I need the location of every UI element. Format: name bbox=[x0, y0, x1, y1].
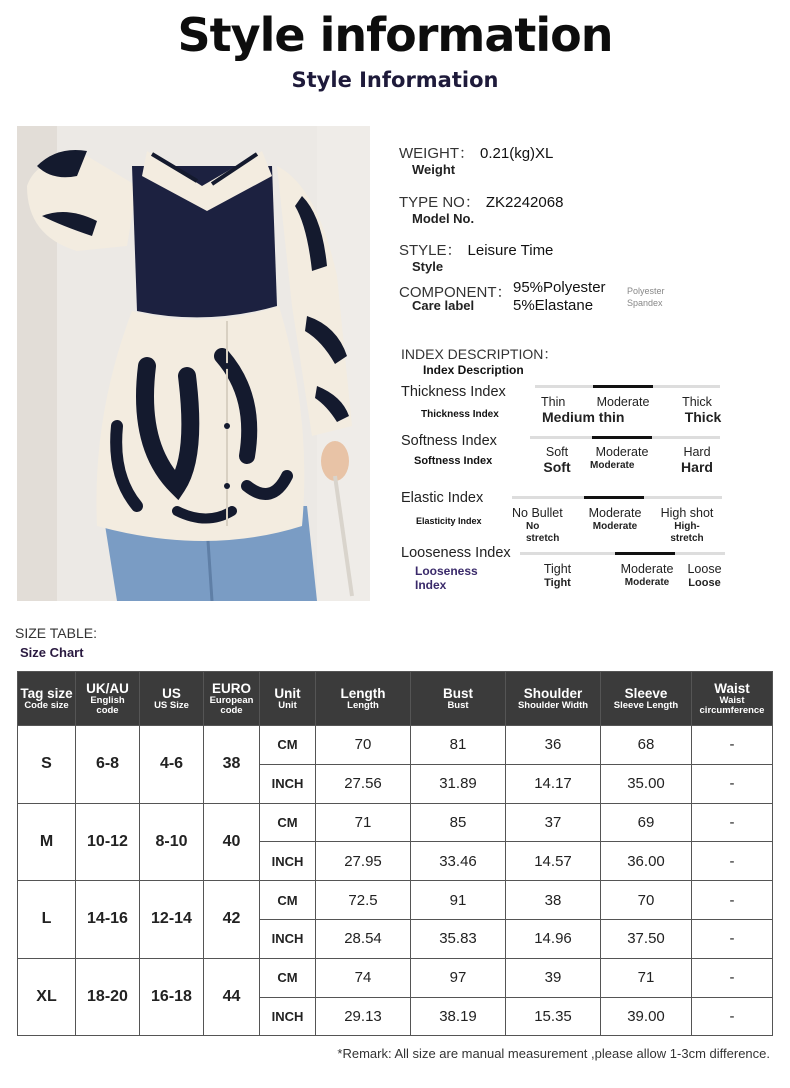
measure-cell: 70 bbox=[601, 881, 692, 920]
us-cell: 12-14 bbox=[140, 881, 204, 959]
measure-cell: 14.57 bbox=[506, 842, 601, 881]
thickness-marker bbox=[593, 385, 653, 388]
size-cell: S bbox=[18, 726, 76, 804]
component-values bbox=[513, 279, 606, 315]
elastic-marker bbox=[584, 496, 644, 499]
header-main: Bust bbox=[443, 685, 473, 701]
table-row bbox=[18, 726, 773, 765]
measure-cell: - bbox=[692, 997, 773, 1036]
measure-cell: 27.95 bbox=[316, 842, 411, 881]
unit-cell: CM bbox=[260, 803, 316, 842]
header-main: Length bbox=[340, 685, 386, 701]
unit-cell: INCH bbox=[260, 764, 316, 803]
softness-opt-1: Soft Soft bbox=[543, 445, 571, 475]
header-main: Unit bbox=[274, 685, 301, 701]
component-tiny-2: Spandex bbox=[627, 298, 663, 308]
measure-cell: 71 bbox=[601, 958, 692, 997]
unit-cell: INCH bbox=[260, 919, 316, 958]
softness-opt-3: Hard Hard bbox=[681, 445, 713, 475]
size-cell: M bbox=[18, 803, 76, 881]
measure-cell: 91 bbox=[411, 881, 506, 920]
thickness-opt-3: Thick Thick bbox=[682, 395, 722, 425]
measure-cell: 71 bbox=[316, 803, 411, 842]
elastic-opt-1: No Bullet No stretch bbox=[512, 506, 563, 544]
looseness-marker bbox=[615, 552, 675, 555]
size-table-body bbox=[18, 726, 773, 1036]
unit-cell: CM bbox=[260, 881, 316, 920]
measure-cell: 15.35 bbox=[506, 997, 601, 1036]
measure-cell: 97 bbox=[411, 958, 506, 997]
header-main: UK/AU bbox=[86, 680, 129, 696]
elastic-sub: Elasticity Index bbox=[416, 516, 482, 526]
looseness-label: Looseness Index bbox=[401, 545, 511, 561]
euro-cell: 38 bbox=[204, 726, 260, 804]
index-subtitle: Index Description bbox=[423, 363, 524, 377]
header-cell bbox=[601, 672, 692, 726]
measure-cell: - bbox=[692, 919, 773, 958]
measure-cell: 69 bbox=[601, 803, 692, 842]
measure-cell: 28.54 bbox=[316, 919, 411, 958]
uk-cell: 6-8 bbox=[76, 726, 140, 804]
weight-sub: Weight bbox=[412, 162, 456, 177]
measure-cell: - bbox=[692, 726, 773, 765]
measure-cell: 37.50 bbox=[601, 919, 692, 958]
header-sub: Sleeve Length bbox=[613, 699, 679, 711]
measure-cell: - bbox=[692, 803, 773, 842]
unit-cell: INCH bbox=[260, 997, 316, 1036]
measure-cell: 70 bbox=[316, 726, 411, 765]
page-title: Style information bbox=[177, 8, 613, 62]
header-cell bbox=[692, 672, 773, 726]
remark-note: *Remark: All size are manual measurement ,please allow 1-3cm difference. bbox=[337, 1046, 770, 1061]
softness-label: Softness Index bbox=[401, 433, 497, 449]
softness-opt-2: Moderate Moderate bbox=[590, 445, 649, 471]
size-table-subtitle: Size Chart bbox=[20, 645, 84, 660]
header-sub: Shoulder Width bbox=[517, 699, 589, 711]
size-cell: L bbox=[18, 881, 76, 959]
measure-cell: 31.89 bbox=[411, 764, 506, 803]
header-sub: English code bbox=[90, 694, 125, 716]
type-no-value: ZK2242068 bbox=[485, 194, 564, 211]
euro-cell: 42 bbox=[204, 881, 260, 959]
weight-label: WEIGHT： bbox=[399, 145, 474, 162]
component-field bbox=[399, 281, 512, 313]
euro-cell: 44 bbox=[204, 958, 260, 1036]
uk-cell: 14-16 bbox=[76, 881, 140, 959]
size-table-title: SIZE TABLE: bbox=[15, 625, 97, 641]
type-no-sub: Model No. bbox=[412, 211, 475, 226]
measure-cell: 27.56 bbox=[316, 764, 411, 803]
component-tiny-1: Polyester bbox=[627, 286, 665, 296]
style-field bbox=[399, 239, 554, 274]
component-label: COMPONENT： bbox=[399, 284, 512, 301]
size-table-header bbox=[18, 672, 773, 726]
softness-sub: Softness Index bbox=[414, 455, 493, 467]
size-table bbox=[17, 671, 773, 1036]
type-no-label: TYPE NO： bbox=[399, 194, 480, 211]
component-sub: Care label bbox=[412, 298, 475, 313]
measure-cell: 36.00 bbox=[601, 842, 692, 881]
elastic-opt-3: High shot High-stretch bbox=[660, 506, 714, 544]
softness-marker bbox=[592, 436, 652, 439]
table-row bbox=[18, 881, 773, 920]
component-value-1: 95%Polyester bbox=[513, 279, 606, 296]
measure-cell: 85 bbox=[411, 803, 506, 842]
header-sub: Waist circumference bbox=[699, 694, 765, 716]
header-cell bbox=[204, 672, 260, 726]
measure-cell: 35.83 bbox=[411, 919, 506, 958]
header-cell bbox=[76, 672, 140, 726]
size-cell: XL bbox=[18, 958, 76, 1036]
thickness-opt-1: Thin Medium thin bbox=[541, 395, 625, 425]
header-sub: Length bbox=[347, 699, 379, 711]
header-sub: Bust bbox=[447, 699, 469, 711]
style-value: Leisure Time bbox=[467, 242, 554, 259]
header-cell bbox=[260, 672, 316, 726]
header-main: EURO bbox=[211, 680, 251, 696]
looseness-sub: Looseness Index bbox=[415, 564, 478, 592]
table-row bbox=[18, 958, 773, 997]
header-cell bbox=[140, 672, 204, 726]
measure-cell: 14.96 bbox=[506, 919, 601, 958]
measure-cell: 72.5 bbox=[316, 881, 411, 920]
thickness-sub: Thickness Index bbox=[421, 409, 499, 420]
unit-cell: CM bbox=[260, 958, 316, 997]
euro-cell: 40 bbox=[204, 803, 260, 881]
header-cell bbox=[316, 672, 411, 726]
looseness-opt-3: Loose Loose bbox=[687, 562, 722, 589]
uk-cell: 10-12 bbox=[76, 803, 140, 881]
measure-cell: 35.00 bbox=[601, 764, 692, 803]
uk-cell: 18-20 bbox=[76, 958, 140, 1036]
component-tiny bbox=[627, 285, 665, 309]
header-sub: Unit bbox=[278, 699, 297, 711]
weight-field bbox=[399, 142, 554, 177]
measure-cell: 14.17 bbox=[506, 764, 601, 803]
measure-cell: 81 bbox=[411, 726, 506, 765]
looseness-opt-1: Tight Tight bbox=[543, 562, 572, 589]
index-title: INDEX DESCRIPTION： bbox=[401, 346, 558, 362]
elastic-opt-2: Moderate Moderate bbox=[588, 506, 642, 532]
measure-cell: 33.46 bbox=[411, 842, 506, 881]
weight-value: 0.21(kg)XL bbox=[480, 145, 554, 162]
header-main: Tag size bbox=[20, 685, 73, 701]
header-main: Sleeve bbox=[624, 685, 668, 701]
measure-cell: 38 bbox=[506, 881, 601, 920]
style-label: STYLE： bbox=[399, 242, 462, 259]
table-row bbox=[18, 803, 773, 842]
elastic-label: Elastic Index bbox=[401, 490, 484, 506]
product-photo bbox=[17, 126, 370, 601]
component-value-2: 5%Elastane bbox=[513, 297, 594, 314]
us-cell: 4-6 bbox=[140, 726, 204, 804]
measure-cell: 68 bbox=[601, 726, 692, 765]
measure-cell: 37 bbox=[506, 803, 601, 842]
header-cell bbox=[18, 672, 76, 726]
us-cell: 16-18 bbox=[140, 958, 204, 1036]
measure-cell: 39.00 bbox=[601, 997, 692, 1036]
us-cell: 8-10 bbox=[140, 803, 204, 881]
measure-cell: - bbox=[692, 958, 773, 997]
looseness-opt-2: Moderate Moderate bbox=[620, 562, 674, 588]
measure-cell: 36 bbox=[506, 726, 601, 765]
style-sub: Style bbox=[412, 259, 444, 274]
measure-cell: 39 bbox=[506, 958, 601, 997]
unit-cell: INCH bbox=[260, 842, 316, 881]
measure-cell: 38.19 bbox=[411, 997, 506, 1036]
thickness-opt-2: Moderate bbox=[596, 395, 650, 409]
header-cell bbox=[411, 672, 506, 726]
measure-cell: 29.13 bbox=[316, 997, 411, 1036]
measure-cell: - bbox=[692, 842, 773, 881]
header-main: Waist bbox=[714, 680, 750, 696]
header-main: US bbox=[162, 685, 181, 701]
header-sub: Code size bbox=[24, 699, 69, 711]
header-cell bbox=[506, 672, 601, 726]
type-no-field bbox=[399, 191, 564, 226]
header-sub: US Size bbox=[154, 699, 189, 711]
thickness-label: Thickness Index bbox=[401, 384, 506, 400]
page-subtitle: Style Information bbox=[291, 68, 499, 92]
measure-cell: - bbox=[692, 764, 773, 803]
measure-cell: 74 bbox=[316, 958, 411, 997]
header-main: Shoulder bbox=[523, 685, 583, 701]
header-sub: European code bbox=[209, 694, 254, 716]
unit-cell: CM bbox=[260, 726, 316, 765]
measure-cell: - bbox=[692, 881, 773, 920]
